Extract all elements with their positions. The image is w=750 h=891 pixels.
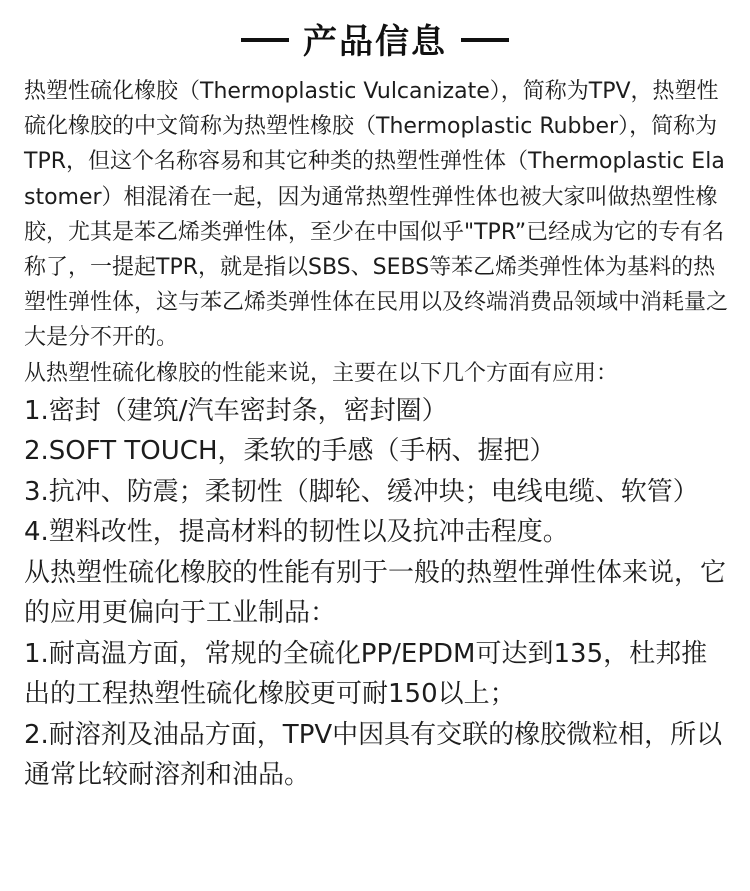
section1-item-3: 3.抗冲、防震；柔韧性（脚轮、缓冲块；电线电缆、软管）: [24, 476, 699, 507]
left-dash-decoration: [241, 38, 289, 42]
content-body: [0, 74, 750, 796]
page-header: [0, 0, 750, 74]
section2-item-2: 2.耐溶剂及油品方面，TPV中因具有交联的橡胶微粒相，所以通常比较耐溶剂和油品。: [24, 719, 723, 791]
section2-heading: 从热塑性硫化橡胶的性能有别于一般的热塑性弹性体来说，它的应用更偏向于工业制品：: [24, 557, 727, 629]
page-title-text: 产品信息: [303, 21, 447, 62]
section2-item-1: 1.耐高温方面，常规的全硫化PP/EPDM可达到135，杜邦推出的工程热塑性硫化橡胶更可耐150以上；: [24, 638, 708, 710]
right-dash-decoration: [461, 38, 509, 42]
intro-paragraph: 热塑性硫化橡胶（Thermoplastic Vulcanizate），简称为TPV，热塑性硫化橡胶的中文简称为热塑性橡胶（Thermoplastic Rubber），简称为TPR，但这个名称容易和其它种类的热塑性弹性体（Thermoplastic Elastomer）相混淆在一起，因为通常热塑性弹性体也被大家叫做热塑性橡胶，尤其是苯乙烯类弹性体，至少在中国似乎"TPR”已经成为它的专有名称了，一提起TPR，就是指以SBS、SEBS等苯乙烯类弹性体为基料的热塑性弹性体，这与苯乙烯类弹性体在民用以及终端消费品领域中消耗量之大是分不开的。: [24, 79, 729, 351]
section1-heading: 从热塑性硫化橡胶的性能来说，主要在以下几个方面有应用：: [24, 360, 619, 386]
section1-item-2: 2.SOFT TOUCH，柔软的手感（手柄、握把）: [24, 436, 556, 467]
section1-item-1: 1.密封（建筑/汽车密封条，密封圈）: [24, 395, 448, 426]
page-title: [227, 14, 523, 63]
section1-item-4: 4.塑料改性，提高材料的韧性以及抗冲击程度。: [24, 517, 569, 548]
